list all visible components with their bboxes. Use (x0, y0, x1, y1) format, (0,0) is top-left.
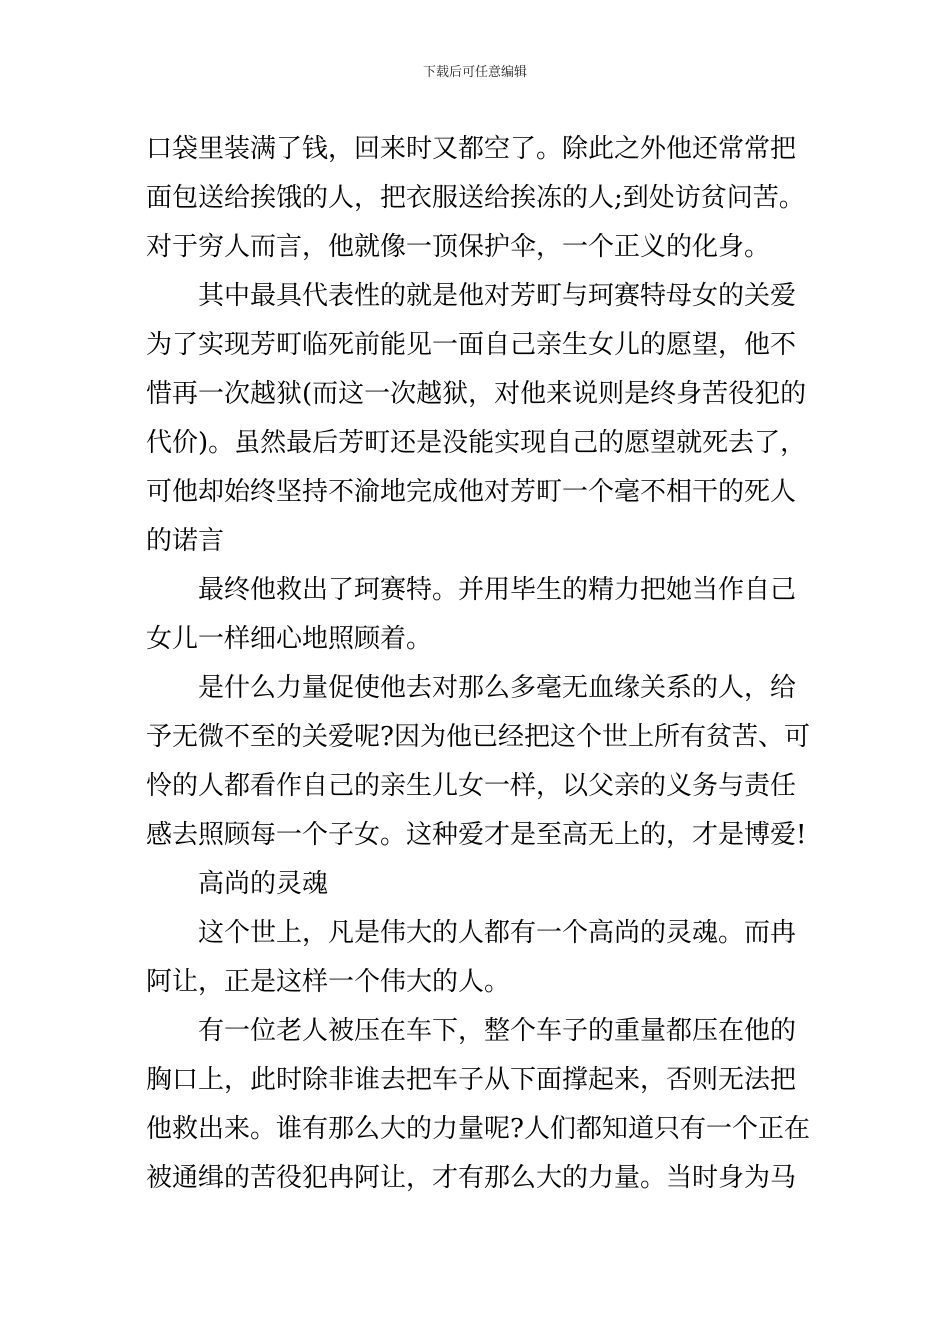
text-line: 口袋里装满了钱，回来时又都空了。除此之外他还常常把 (146, 134, 797, 164)
text-line: 惜再一次越狱(而这一次越狱，对他来说则是终身苦役犯的 (146, 379, 807, 409)
text-line: 感去照顾每一个子女。这种爱才是至高无上的，才是博爱! (146, 820, 807, 850)
paragraph-first-line: 最终他救出了珂赛特。并用毕生的精力把她当作自己 (198, 575, 797, 605)
text-line: 面包送给挨饿的人，把衣服送给挨冻的人;到处访贫问苦。 (146, 183, 805, 213)
paragraph-first-line: 这个世上，凡是伟大的人都有一个高尚的灵魂。而冉 (198, 918, 797, 948)
document-body (146, 125, 810, 1203)
paragraph-first-line: 有一位老人被压在车下，整个车子的重量都压在他的 (198, 1016, 797, 1046)
text-line: 被通缉的苦役犯冉阿让，才有那么大的力量。当时身为马 (146, 1163, 797, 1193)
text-line: 对于穷人而言，他就像一顶保护伞，一个正义的化身。 (146, 232, 771, 262)
text-line: 怜的人都看作自己的亲生儿女一样，以父亲的义务与责任 (146, 771, 797, 801)
text-line: 女儿一样细心地照顾着。 (146, 624, 433, 654)
text-line: 的诺言 (146, 526, 225, 556)
text-line: 他救出来。谁有那么大的力量呢?人们都知道只有一个正在 (146, 1114, 810, 1144)
page-header: 下载后可任意编辑 (422, 65, 527, 80)
text-line: 阿让，正是这样一个伟大的人。 (146, 967, 511, 997)
text-line: 胸口上，此时除非谁去把车子从下面撑起来，否则无法把 (146, 1065, 797, 1095)
paragraph-first-line: 是什么力量促使他去对那么多毫无血缘关系的人，给 (198, 673, 797, 703)
text-line: 代价)。虽然最后芳町还是没能实现自己的愿望就死去了， (146, 428, 807, 458)
text-line: 予无微不至的关爱呢?因为他已经把这个世上所有贫苦、可 (146, 722, 810, 752)
text-line: 可他却始终坚持不渝地完成他对芳町一个毫不相干的死人 (146, 477, 797, 507)
paragraph-first-line: 其中最具代表性的就是他对芳町与珂赛特母女的关爱 (198, 281, 797, 311)
section-heading: 高尚的灵魂 (198, 869, 329, 899)
text-line: 为了实现芳町临死前能见一面自己亲生女儿的愿望，他不 (146, 330, 797, 360)
